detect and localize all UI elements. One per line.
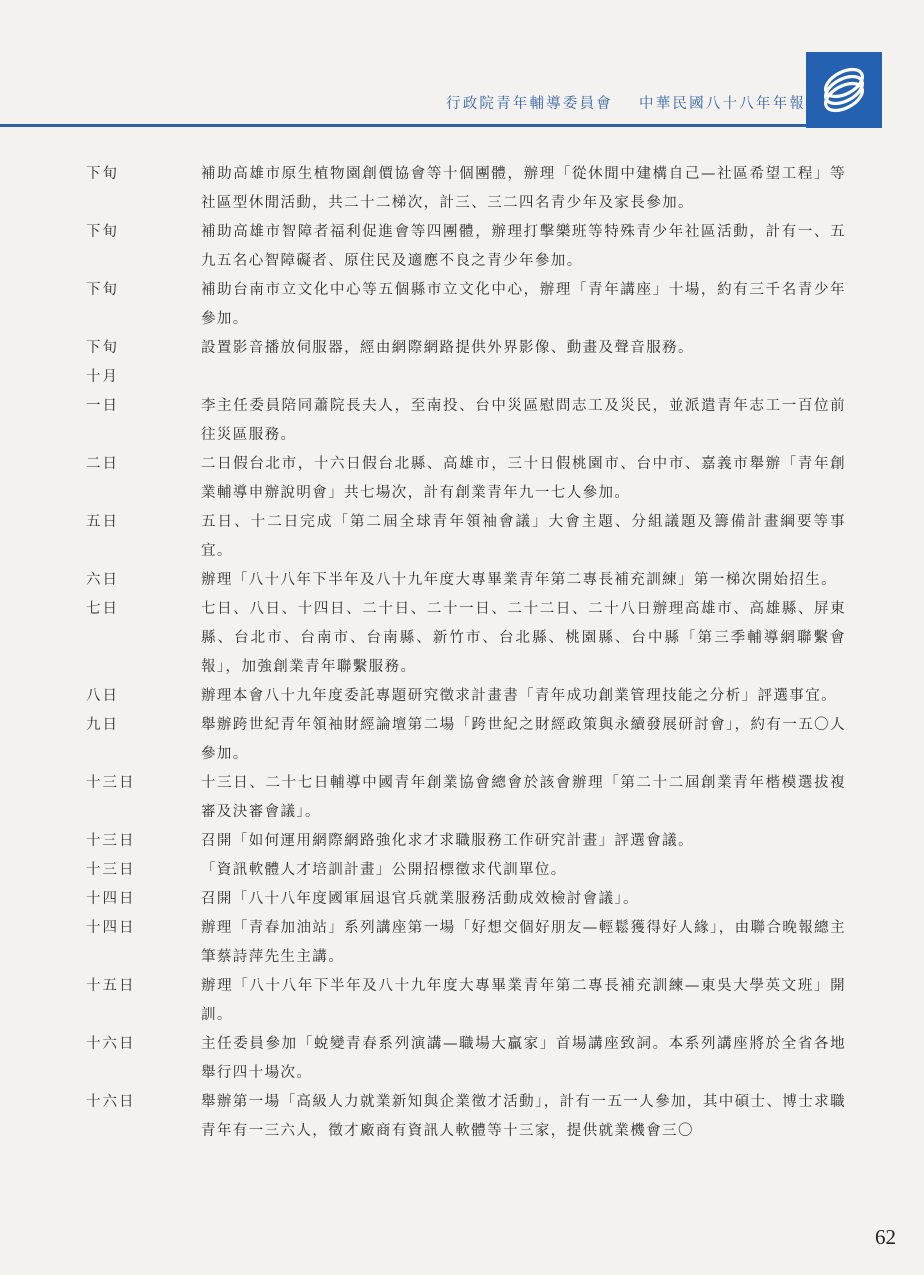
entry-text: 七日、八日、十四日、二十日、二十一日、二十二日、二十八日辦理高雄市、高雄縣、屏東縣、台北市、台南市、台南縣、新竹市、台北縣、桃園縣、台中縣「第三季輔導網聯繫會報」，加強創業青年聯繫服務。 — [201, 601, 846, 675]
list-item — [86, 972, 846, 1030]
entry-date: 十三日 — [86, 775, 136, 791]
entry-text: 召開「如何運用網際網路強化求才求職服務工作研究計畫」評選會議。 — [201, 833, 694, 849]
header-title — [446, 92, 806, 113]
entry-date: 十三日 — [86, 833, 136, 849]
entry-text: 召開「八十八年度國軍屆退官兵就業服務活動成效檢討會議」。 — [201, 891, 639, 907]
entry-text: 「資訊軟體人才培訓計畫」公開招標徵求代訓單位。 — [201, 862, 567, 878]
month-heading — [86, 363, 846, 392]
entry-text: 李主任委員陪同蕭院長夫人，至南投、台中災區慰問志工及災民，並派遣青年志工一百位前往災區服務。 — [201, 398, 846, 443]
header-rule — [0, 124, 806, 127]
list-item — [86, 218, 846, 276]
entry-text: 舉辦第一場「高級人力就業新知與企業徵才活動」，計有一五一人參加，其中碩士、博士求職青年有一三六人，徵才廠商有資訊人軟體等十三家，提供就業機會三〇 — [201, 1094, 846, 1139]
entry-date: 十三日 — [86, 862, 136, 878]
entry-date: 六日 — [86, 572, 119, 588]
entry-date: 下旬 — [86, 166, 119, 182]
entry-text: 二日假台北市，十六日假台北縣、高雄市，三十日假桃園市、台中市、嘉義市舉辦「青年創業輔導申辦說明會」共七場次，計有創業青年九一七人參加。 — [201, 456, 846, 501]
list-item — [86, 827, 846, 856]
entry-date: 十四日 — [86, 891, 136, 907]
chronology-list — [86, 160, 846, 1146]
list-item — [86, 1030, 846, 1088]
entry-text: 補助高雄市智障者福利促進會等四團體，辦理打擊樂班等特殊青少年社區活動，計有一、五九五名心智障礙者、原住民及適應不良之青少年參加。 — [201, 224, 846, 269]
entry-date: 十六日 — [86, 1036, 136, 1052]
entry-date: 下旬 — [86, 340, 119, 356]
entry-text: 十三日、二十七日輔導中國青年創業協會總會於該會辦理「第二十二屆創業青年楷模選拔複審及決審會議」。 — [201, 775, 846, 820]
entry-date: 十五日 — [86, 978, 136, 994]
header-org: 行政院青年輔導委員會 — [446, 96, 613, 112]
list-item — [86, 334, 846, 363]
entry-text: 辦理「八十八年下半年及八十九年度大專畢業青年第二專長補充訓練」第一梯次開始招生。 — [201, 572, 837, 588]
list-item — [86, 769, 846, 827]
entry-text: 辦理「青春加油站」系列講座第一場「好想交個好朋友—輕鬆獲得好人緣」，由聯合晚報總主筆蔡詩萍先生主講。 — [201, 920, 846, 965]
entry-date: 七日 — [86, 601, 119, 617]
entry-text: 舉辦跨世紀青年領袖財經論壇第二場「跨世紀之財經政策與永續發展研討會」，約有一五〇人參加。 — [201, 717, 846, 762]
list-item — [86, 914, 846, 972]
entry-date: 十月 — [86, 369, 119, 385]
entry-date: 一日 — [86, 398, 119, 414]
header-report: 中華民國八十八年年報 — [639, 96, 806, 112]
entry-text: 補助台南市立文化中心等五個縣市立文化中心，辦理「青年講座」十場，約有三千名青少年參加。 — [201, 282, 846, 327]
page-number: 62 — [875, 1225, 896, 1249]
entry-text: 補助高雄市原生植物園創價協會等十個團體，辦理「從休閒中建構自己—社區希望工程」等社區型休閒活動，共二十二梯次，計三、三二四名青少年及家長參加。 — [201, 166, 846, 211]
entry-date: 五日 — [86, 514, 119, 530]
entry-date: 八日 — [86, 688, 119, 704]
rings-logo-icon — [806, 52, 882, 128]
list-item — [86, 508, 846, 566]
entry-date: 九日 — [86, 717, 119, 733]
entry-date: 十四日 — [86, 920, 136, 936]
page-header — [0, 52, 924, 128]
list-item — [86, 160, 846, 218]
entry-date: 下旬 — [86, 224, 119, 240]
list-item — [86, 276, 846, 334]
list-item — [86, 711, 846, 769]
entry-text: 設置影音播放伺服器，經由網際網路提供外界影像、動畫及聲音服務。 — [201, 340, 694, 356]
entry-text: 主任委員參加「蛻變青春系列演講—職場大贏家」首場講座致詞。本系列講座將於全省各地舉行四十場次。 — [201, 1036, 846, 1081]
list-item — [86, 595, 846, 682]
list-item — [86, 856, 846, 885]
entry-text: 辦理「八十八年下半年及八十九年度大專畢業青年第二專長補充訓練—東吳大學英文班」開訓。 — [201, 978, 846, 1023]
entry-date: 二日 — [86, 456, 119, 472]
entry-date: 下旬 — [86, 282, 119, 298]
list-item — [86, 566, 846, 595]
list-item — [86, 682, 846, 711]
entry-text: 辦理本會八十九年度委託專題研究徵求計畫書「青年成功創業管理技能之分析」評選事宜。 — [201, 688, 837, 704]
entry-text: 五日、十二日完成「第二屆全球青年領袖會議」大會主題、分組議題及籌備計畫綱要等事宜。 — [201, 514, 846, 559]
list-item — [86, 885, 846, 914]
list-item — [86, 392, 846, 450]
list-item — [86, 1088, 846, 1146]
list-item — [86, 450, 846, 508]
entry-date: 十六日 — [86, 1094, 136, 1110]
